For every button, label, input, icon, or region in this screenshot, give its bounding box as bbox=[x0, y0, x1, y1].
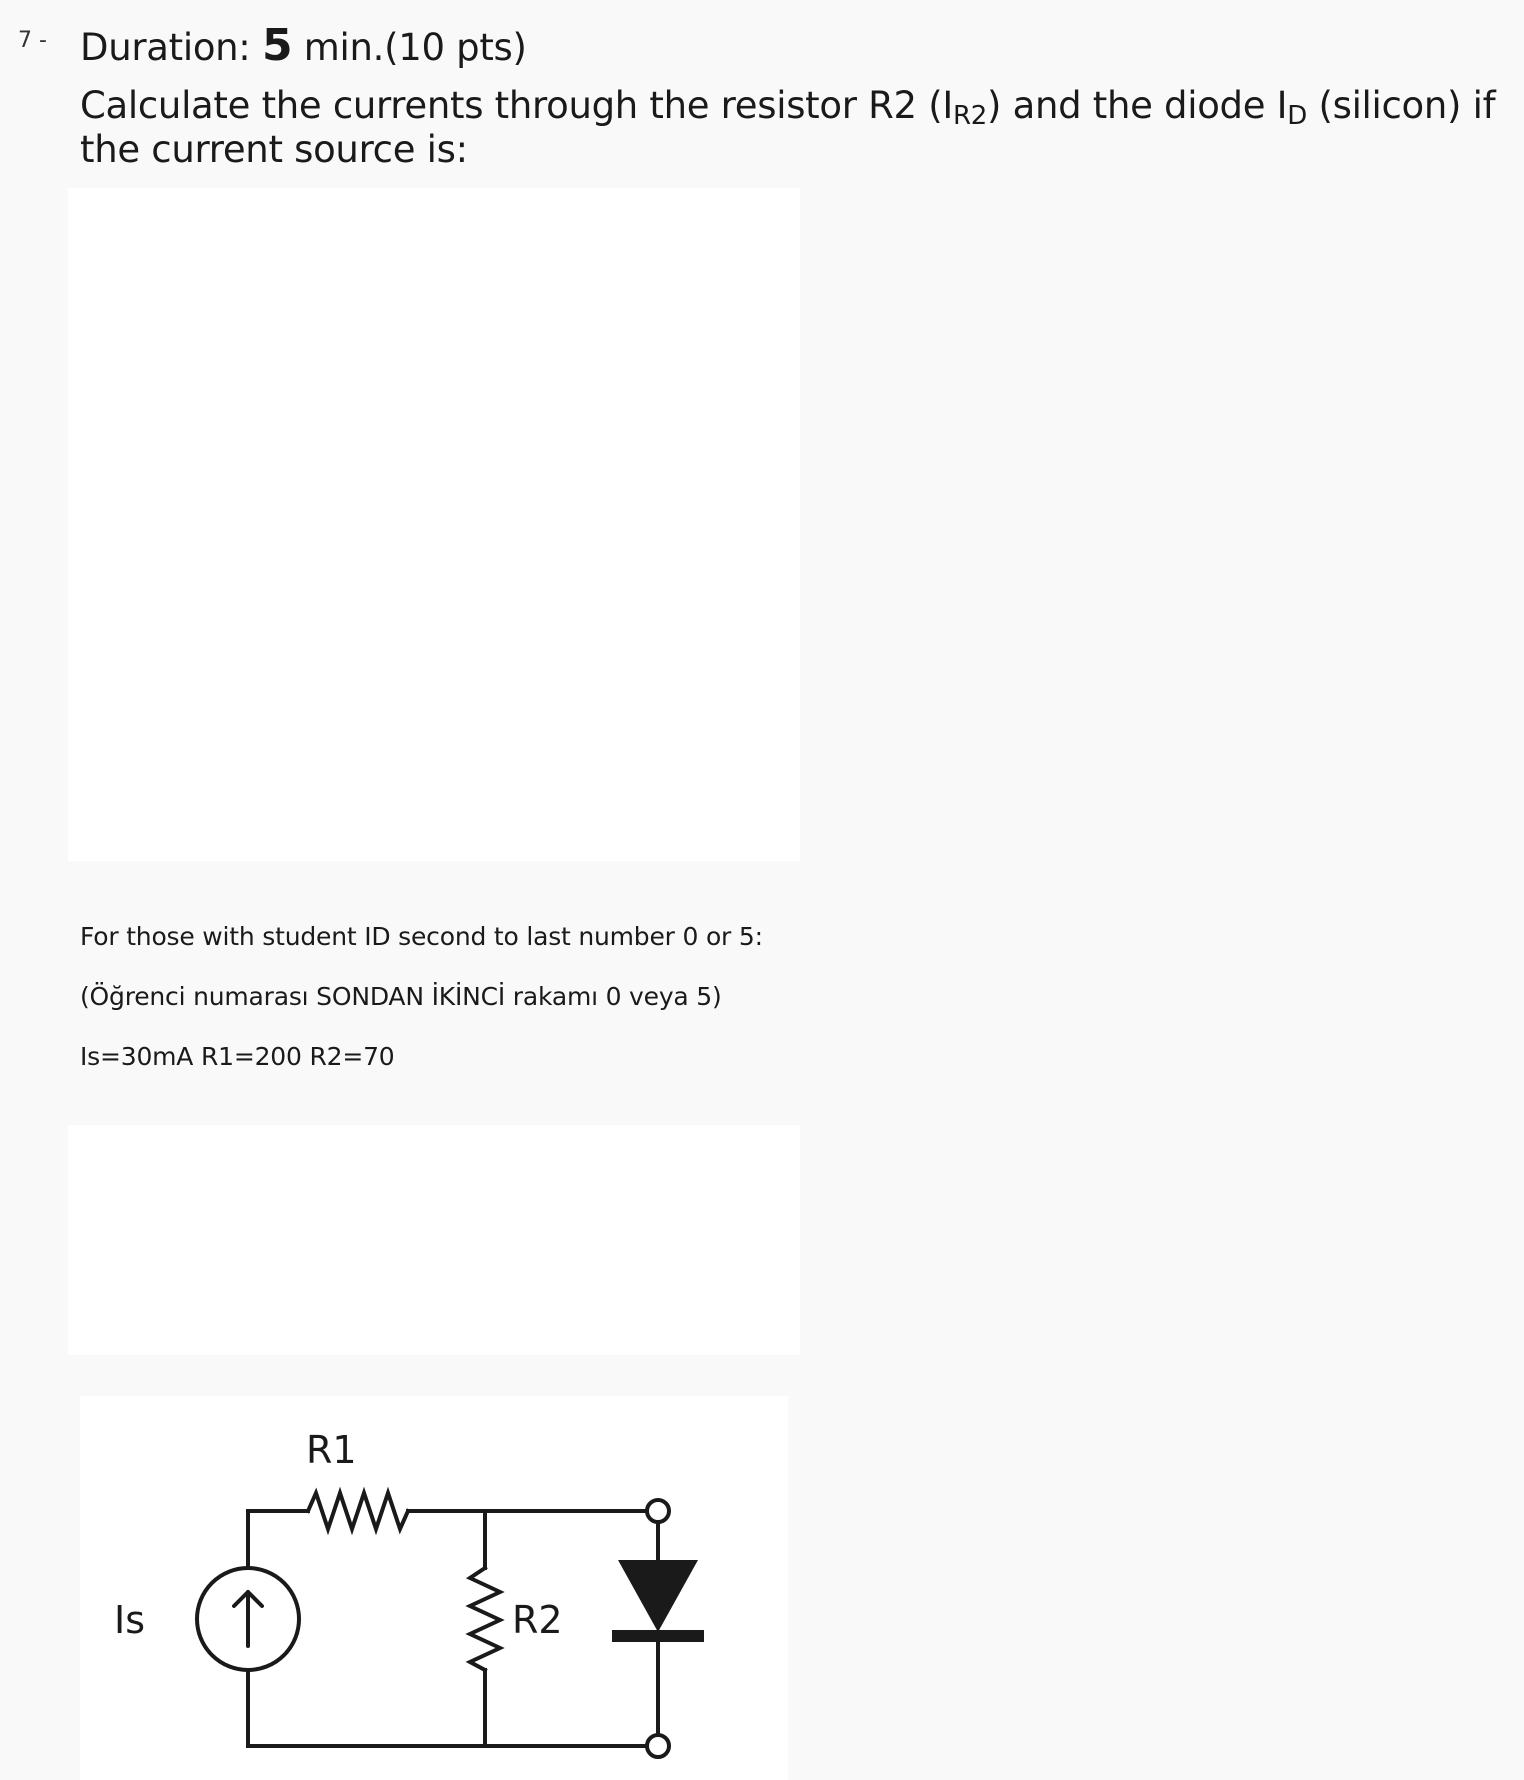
diode-triangle bbox=[618, 1560, 698, 1632]
blank-answer-area bbox=[68, 1125, 800, 1355]
question-number: 7 - bbox=[18, 28, 47, 53]
condition-english: For those with student ID second to last number 0 or 5: bbox=[80, 922, 763, 951]
circuit-svg bbox=[80, 1396, 788, 1780]
diode-bar bbox=[612, 1630, 704, 1642]
prompt-sub-d: D bbox=[1287, 101, 1307, 131]
prompt-text-3: (silicon) if the current source is: bbox=[80, 84, 1496, 171]
prompt-sub-r2: R2 bbox=[952, 101, 987, 131]
label-r1: R1 bbox=[306, 1428, 357, 1472]
label-is: Is bbox=[114, 1598, 146, 1642]
condition-turkish: (Öğrenci numarası SONDAN İKİNCİ rakamı 0 veya 5) bbox=[80, 982, 722, 1011]
duration-line bbox=[80, 20, 527, 71]
circuit-diagram bbox=[80, 1396, 788, 1780]
blank-image-area bbox=[68, 188, 800, 861]
duration-prefix: Duration: bbox=[80, 26, 251, 69]
source-arrow-icon bbox=[234, 1592, 262, 1646]
duration-value: 5 bbox=[261, 20, 293, 71]
label-r2: R2 bbox=[512, 1598, 563, 1642]
resistor-r2 bbox=[470, 1568, 500, 1670]
terminal-bottom bbox=[647, 1735, 669, 1757]
prompt-text-2: ) and the diode I bbox=[986, 84, 1288, 127]
resistor-r1 bbox=[308, 1493, 408, 1529]
prompt-text-1: Calculate the currents through the resistor R2 (I bbox=[80, 84, 953, 127]
condition-values: Is=30mA R1=200 R2=70 bbox=[80, 1042, 395, 1071]
terminal-top bbox=[647, 1500, 669, 1522]
duration-suffix: min.(10 pts) bbox=[303, 26, 527, 69]
question-prompt bbox=[80, 84, 1500, 172]
